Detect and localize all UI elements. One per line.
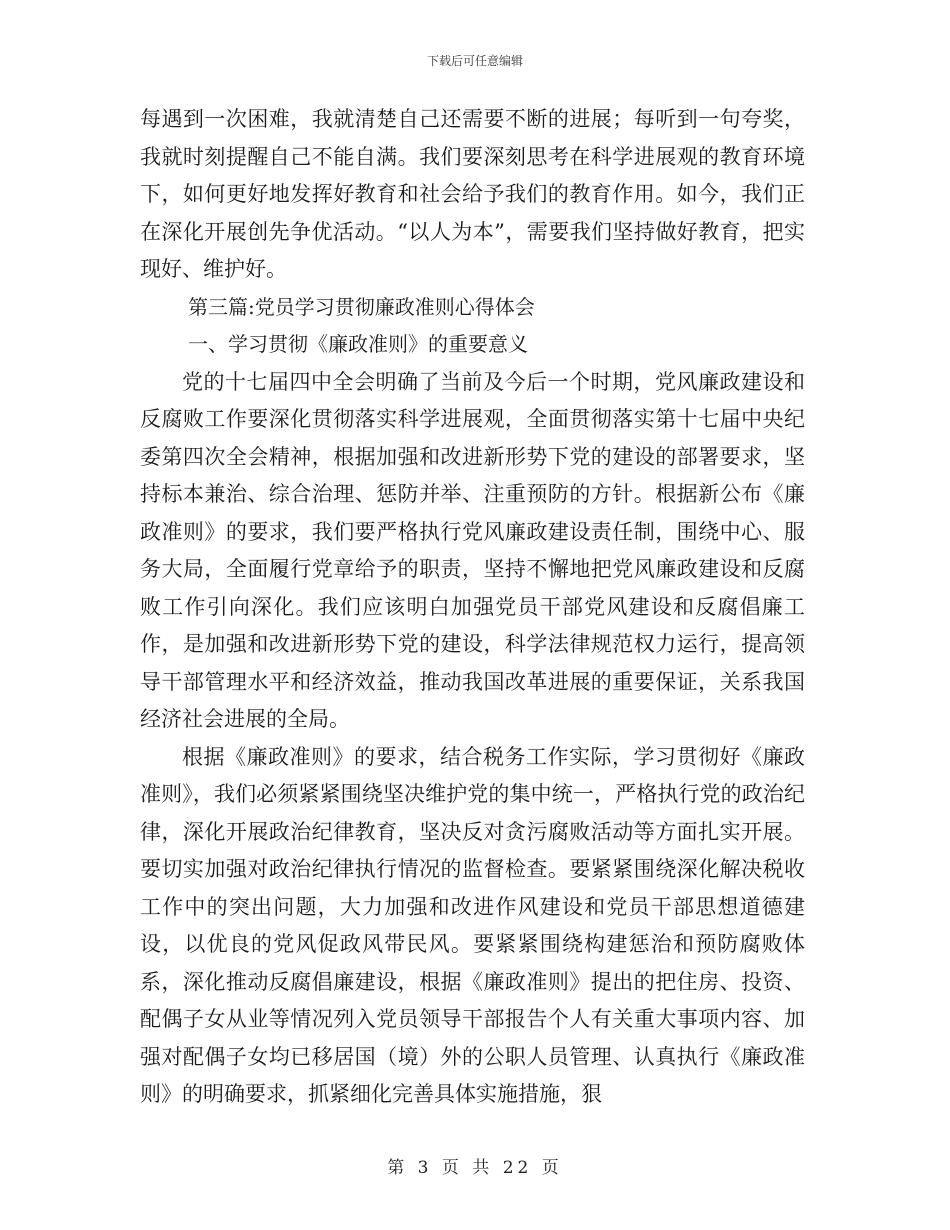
paragraph: 每遇到一次困难，我就清楚自己还需要不断的进展；每听到一句夸奖，我就时刻提醒自己不能自满。我们要深刻思考在科学进展观的教育环境下，如何更好地发挥好教育和社会给予我们的教育作用。如今，我们正在深化开展创先争优活动。“以人为本”，需要我们坚持做好教育，把实现好、维护好。 xyxy=(140,107,805,281)
paragraph: 根据《廉政准则》的要求，结合税务工作实际，学习贯彻好《廉政准则》，我们必须紧紧围绕坚决维护党的集中统一，严格执行党的政治纪律，深化开展政治纪律教育，坚决反对贪污腐败活动等方面扎实开展。要切实加强对政治纪律执行情况的监督检查。要紧紧围绕深化解决税收工作中的突出问题，大力加强和改进作风建设和党员干部思想道德建设，以优良的党风促政风带民风。要紧紧围绕构建惩治和预防腐败体系，深化推动反腐倡廉建设，根据《廉政准则》提出的把住房、投资、配偶子女从业等情况列入党员领导干部报告个人有关重大事项内容、加强对配偶子女均已移居国（境）外的公职人员管理、认真执行《廉政准则》的明确要求，抓紧细化完善具体实施措施，狠 xyxy=(140,744,805,1106)
document-body xyxy=(140,101,805,1114)
page-number: 第 3 页 共 22 页 xyxy=(387,1158,563,1178)
paragraph: 党的十七届四中全会明确了当前及今后一个时期，党风廉政建设和反腐败工作要深化贯彻落实科学进展观，全面贯彻落实第十七届中央纪委第四次全会精神，根据加强和改进新形势下党的建设的部署要求，坚持标本兼治、综合治理、惩防并举、注重预防的方针。根据新公布《廉政准则》的要求，我们要严格执行党风廉政建设责任制，围绕中心、服务大局，全面履行党章给予的职责，坚持不懈地把党风廉政建设和反腐败工作引向深化。我们应该明白加强党员干部党风建设和反腐倡廉工作，是加强和改进新形势下党的建设，科学法律规范权力运行，提高领导干部管理水平和经济效益，推动我国改革进展的重要保证，关系我国经济社会进展的全局。 xyxy=(140,369,805,731)
page-header: 下载后可任意编辑 xyxy=(426,54,523,68)
subsection-title: 一、学习贯彻《廉政准则》的重要意义 xyxy=(188,332,528,356)
section-title: 第三篇:党员学习贯彻廉政准则心得体会 xyxy=(188,294,535,319)
